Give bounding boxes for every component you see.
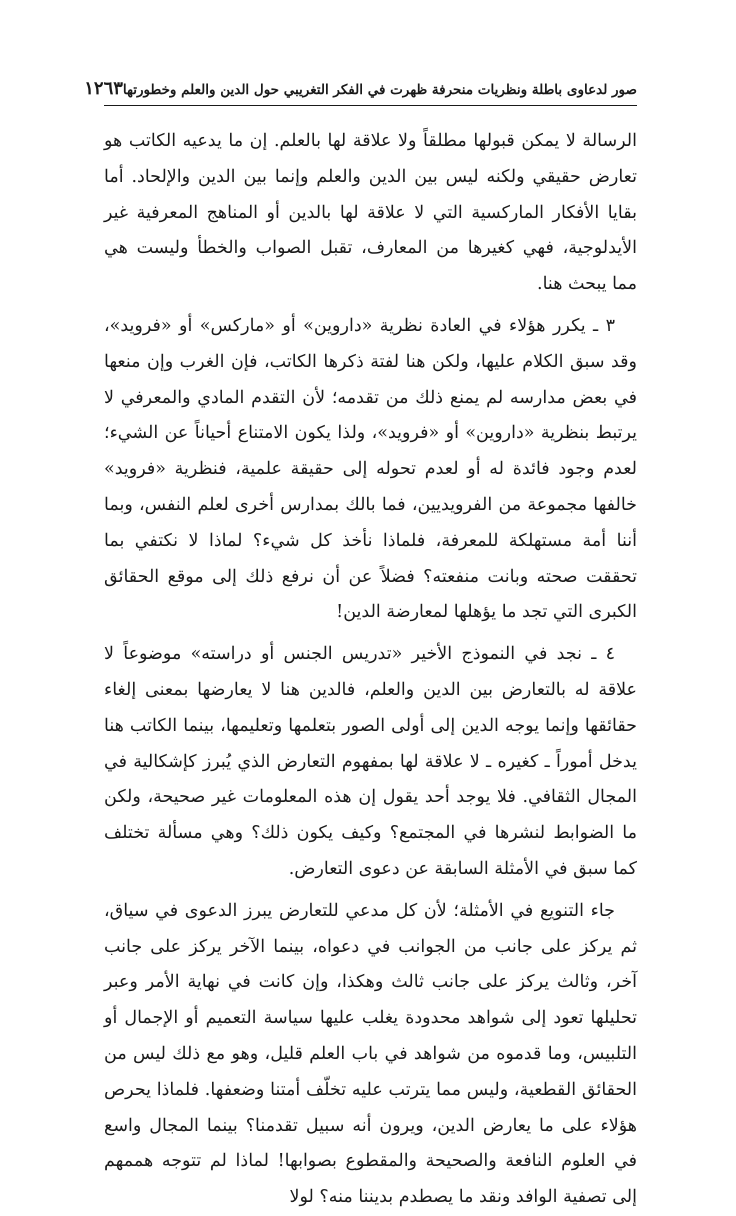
document-page bbox=[84, 78, 637, 1216]
running-title: صور لدعاوى باطلة ونظريات منحرفة ظهرت في الفكر التغريبي حول الدين والعلم وخطورتها bbox=[122, 82, 637, 98]
paragraph-point-4: ٤ ـ نجد في النموذج الأخير «تدريس الجنس أو دراسته» موضوعاً لا علاقة له بالتعارض بين الدين والعلم، فالدين هنا لا يعارضها بمعنى إلغاء حقائقها وإنما يوجه الدين إلى أولى الصور بتعلمها وتعليمها، بينما الكاتب هنا يدخل أموراً ـ كغيره ـ لا علاقة لها بمفهوم التعارض الذي يُبرز كإشكالية في المجال الثقافي. فلا يوجد أحد يقول إن هذه المعلومات غير صحيحة، ولكن ما الضوابط لنشرها في المجتمع؟ وكيف يكون ذلك؟ وهي مسألة تختلف كما سبق في الأمثلة السابقة عن دعوى التعارض. bbox=[104, 644, 637, 879]
page-number: ١٢٦٣ bbox=[84, 78, 123, 99]
body-text bbox=[104, 124, 637, 1216]
paragraph-point-3: ٣ ـ يكرر هؤلاء في العادة نظرية «داروين» أو «ماركس» أو «فرويد»، وقد سبق الكلام عليها، ولكن هنا لفتة ذكرها الكاتب، فإن الغرب وإن منعها في بعض مدارسه لم يمنع ذلك من تقدمه؛ لأن التقدم المادي والمعرفي لا يرتبط بنظرية «داروين» أو «فرويد»، ولذا يكون الامتناع أحياناً عن الشيء؛ لعدم وجود فائدة له أو لعدم تحوله إلى حقيقة علمية، فنظرية «فرويد» خالفها مجموعة من الفرويديين، فما بالك بمدارس أخرى لعلم النفس، وبما أننا أمة مستهلكة للمعرفة، فلماذا نأخذ كل شيء؟ لماذا لا نكتفي بما تحققت صحته وبانت منفعته؟ فضلاً عن أن نرفع ذلك إلى موقع الحقائق الكبرى التي تجد ما يؤهلها لمعارضة الدين! bbox=[104, 315, 637, 623]
running-header bbox=[84, 78, 637, 106]
paragraph-examples: جاء التنويع في الأمثلة؛ لأن كل مدعي للتعارض يبرز الدعوى في سياق، ثم يركز على جانب من الجوانب في دعواه، بينما الآخر يركز على جانب آخر، وثالث يركز على جانب ثالث وهكذا، وإن كانت في نهاية الأمر وعبر تحليلها تعود إلى شواهد محدودة يغلب عليها سياسة التعميم أو الإجمال أو التلبيس، وما قدموه من شواهد في باب العلم قليل، وهو مع ذلك ليس من الحقائق القطعية، وليس مما يترتب عليه تخلّف أمتنا وضعفها. فلماذا يحرص هؤلاء على ما يعارض الدين، ويرون أنه سبيل تقدمنا؟ بينما المجال واسع في العلوم النافعة والصحيحة والمقطوع بصوابها! لماذا لم تتوجه هممهم إلى تصفية الوافد ونقد ما يصطدم بديننا منه؟ لولا bbox=[104, 900, 637, 1208]
paragraph-continuation: الرسالة لا يمكن قبولها مطلقاً ولا علاقة لها بالعلم. إن ما يدعيه الكاتب هو تعارض حقيقي ولكنه ليس بين الدين والعلم وإنما بين الدين والإلحاد. أما بقايا الأفكار الماركسية التي لا علاقة لها بالدين أو المناهج المعرفية غير الأيدلوجية، فهي كغيرها من المعارف، تقبل الصواب والخطأ وليست هي مما يبحث هنا. bbox=[104, 131, 637, 295]
